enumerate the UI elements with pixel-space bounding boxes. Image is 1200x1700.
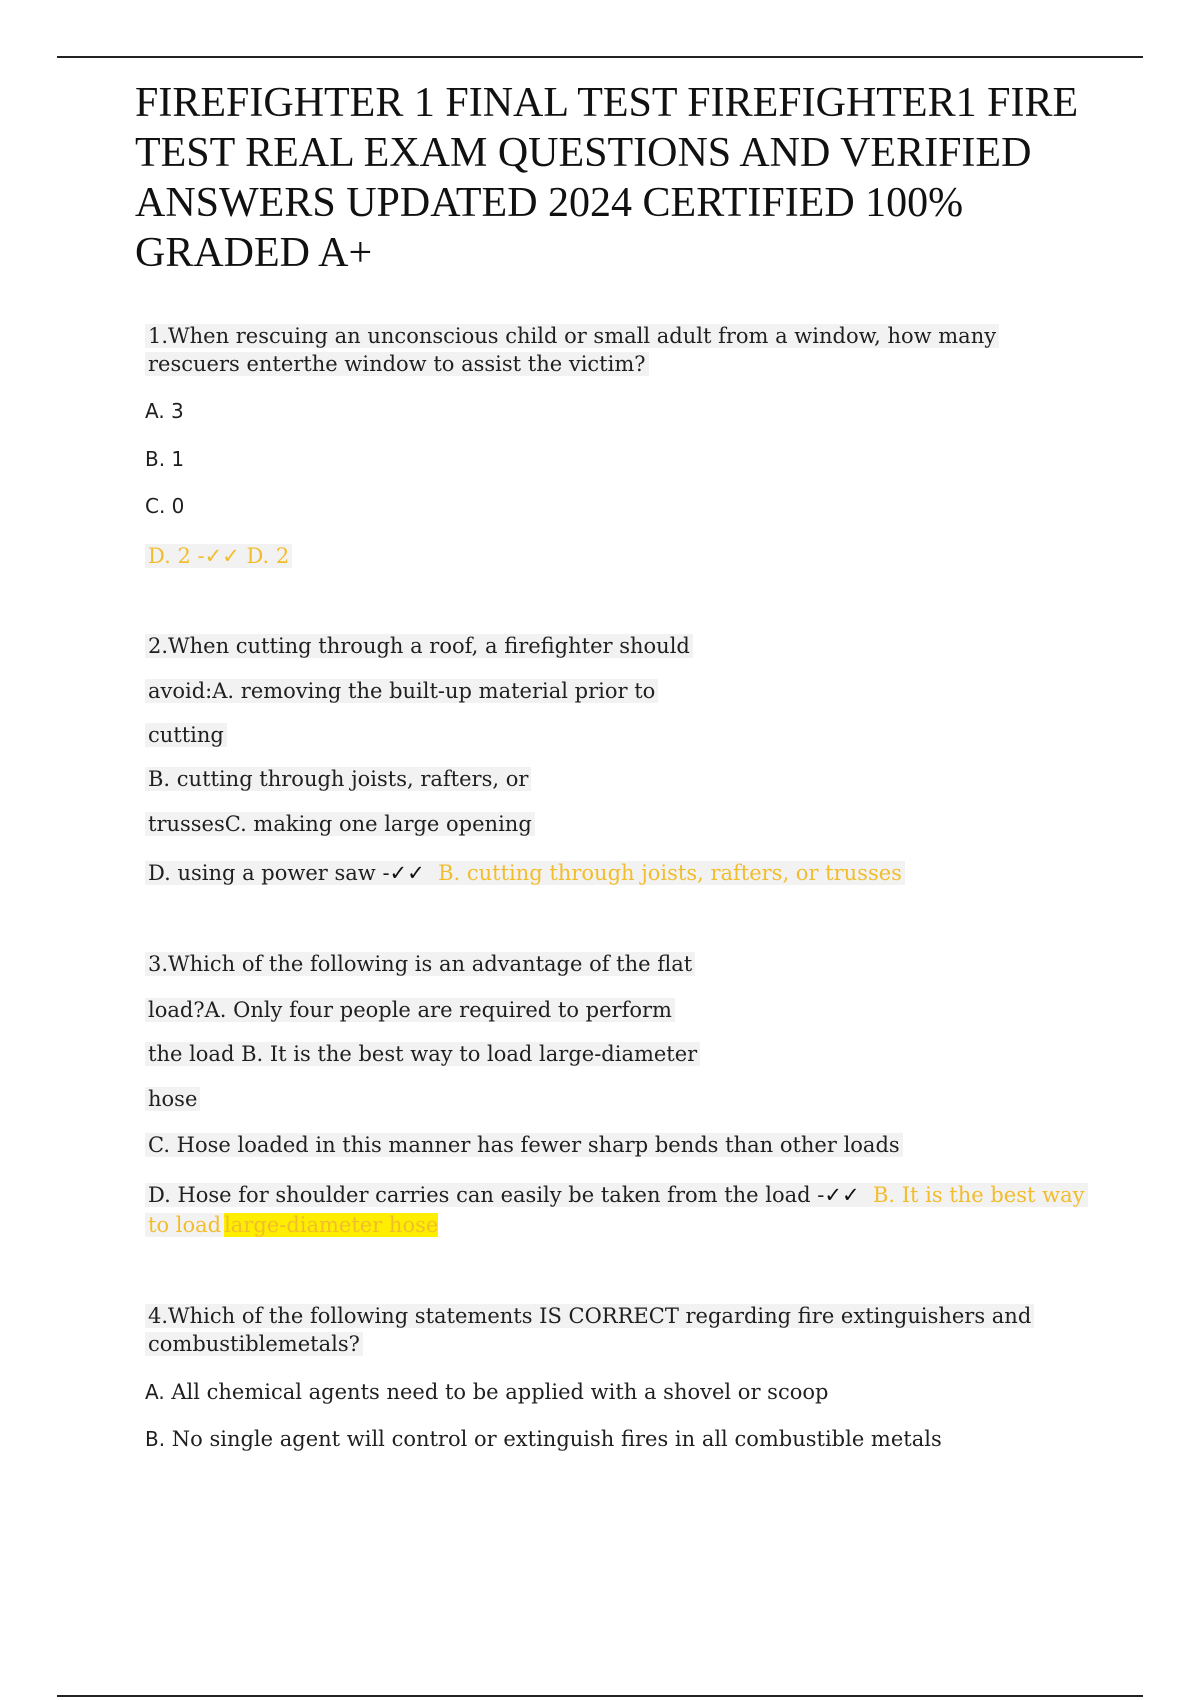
q3-answer-line-1 bbox=[145, 1181, 1088, 1209]
q1-option-b: B. 1 bbox=[145, 447, 185, 471]
q2-answer-row bbox=[145, 861, 905, 885]
q3-option-d: D. Hose for shoulder carries can easily be taken from the load - bbox=[148, 1183, 825, 1207]
q1-option-a: A. 3 bbox=[145, 399, 184, 423]
q3-line-5 bbox=[145, 1131, 903, 1159]
q3-line-4 bbox=[145, 1085, 200, 1113]
q4-option-a-text: All chemical agents need to be applied with a shovel or scoop bbox=[171, 1380, 829, 1404]
q3-line-2 bbox=[145, 996, 675, 1024]
q3-text-3: the load B. It is the best way to load large-diameter bbox=[145, 1042, 700, 1066]
q3-line-3 bbox=[145, 1040, 700, 1068]
q1-line-1 bbox=[145, 322, 999, 350]
q4-option-a bbox=[145, 1378, 828, 1406]
q3-text-2: load?A. Only four people are required to perform bbox=[145, 998, 675, 1022]
q4-line-2 bbox=[145, 1330, 363, 1358]
q2-line-1 bbox=[145, 632, 693, 660]
q2-text-3: cutting bbox=[145, 723, 227, 747]
q2-text-4: B. cutting through joists, rafters, or bbox=[145, 767, 531, 791]
q4-text-2: combustiblemetals? bbox=[145, 1332, 363, 1356]
q1-text-1: 1.When rescuing an unconscious child or small adult from a window, how many bbox=[145, 324, 999, 348]
q3-answer-part-1: B. It is the best way bbox=[872, 1183, 1085, 1207]
q1-answer bbox=[145, 542, 292, 570]
q1-text-2: rescuers enterthe window to assist the victim? bbox=[145, 352, 649, 376]
q2-text-2: avoid:A. removing the built-up material prior to bbox=[145, 679, 658, 703]
q4-line-1 bbox=[145, 1302, 1034, 1330]
q3-text-4: hose bbox=[145, 1087, 200, 1111]
q3-text-1: 3.Which of the following is an advantage of the flat bbox=[145, 952, 695, 976]
q2-text-5: trussesC. making one large opening bbox=[145, 812, 535, 836]
q3-text-5: C. Hose loaded in this manner has fewer sharp bends than other loads bbox=[145, 1133, 903, 1157]
q2-line-2 bbox=[145, 677, 658, 705]
q4-option-b-text: No single agent will control or extinguish fires in all combustible metals bbox=[171, 1427, 942, 1451]
q2-text-1: 2.When cutting through a roof, a firefighter should bbox=[145, 634, 693, 658]
q2-line-3 bbox=[145, 721, 227, 749]
page-title: FIREFIGHTER 1 FINAL TEST FIREFIGHTER1 FIRE TEST REAL EXAM QUESTIONS AND VERIFIED ANSWERS UPDATED 2024 CERTIFIED 100% GRADED A+ bbox=[135, 80, 1079, 276]
bottom-rule bbox=[57, 1695, 1143, 1697]
q2-line-5 bbox=[145, 810, 535, 838]
q4-option-b bbox=[145, 1425, 942, 1453]
q2-option-d: D. using a power saw - bbox=[148, 861, 390, 885]
q2-answer-line bbox=[145, 859, 905, 887]
q1-option-c: C. 0 bbox=[145, 494, 185, 518]
q3-answer-part-2: to load bbox=[145, 1213, 224, 1237]
q4-option-b-letter: B. bbox=[145, 1427, 166, 1451]
q4-text-1: 4.Which of the following statements IS CORRECT regarding fire extinguishers and bbox=[145, 1304, 1034, 1328]
q1-line-2 bbox=[145, 350, 649, 378]
check-mark-icon: ✓✓ bbox=[389, 861, 425, 885]
q3-answer-row bbox=[145, 1183, 1088, 1207]
q3-line-1 bbox=[145, 950, 695, 978]
q3-answer-line-2 bbox=[145, 1211, 438, 1239]
q2-answer: B. cutting through joists, rafters, or trusses bbox=[438, 861, 902, 885]
q3-answer-highlight: large-diameter hose bbox=[224, 1213, 439, 1237]
check-mark-icon: ✓✓ bbox=[824, 1183, 860, 1207]
q4-option-a-letter: A. bbox=[145, 1380, 165, 1404]
q2-line-4 bbox=[145, 765, 531, 793]
top-rule bbox=[57, 56, 1143, 58]
q1-answer-text: D. 2 -✓✓ D. 2 bbox=[145, 544, 292, 568]
